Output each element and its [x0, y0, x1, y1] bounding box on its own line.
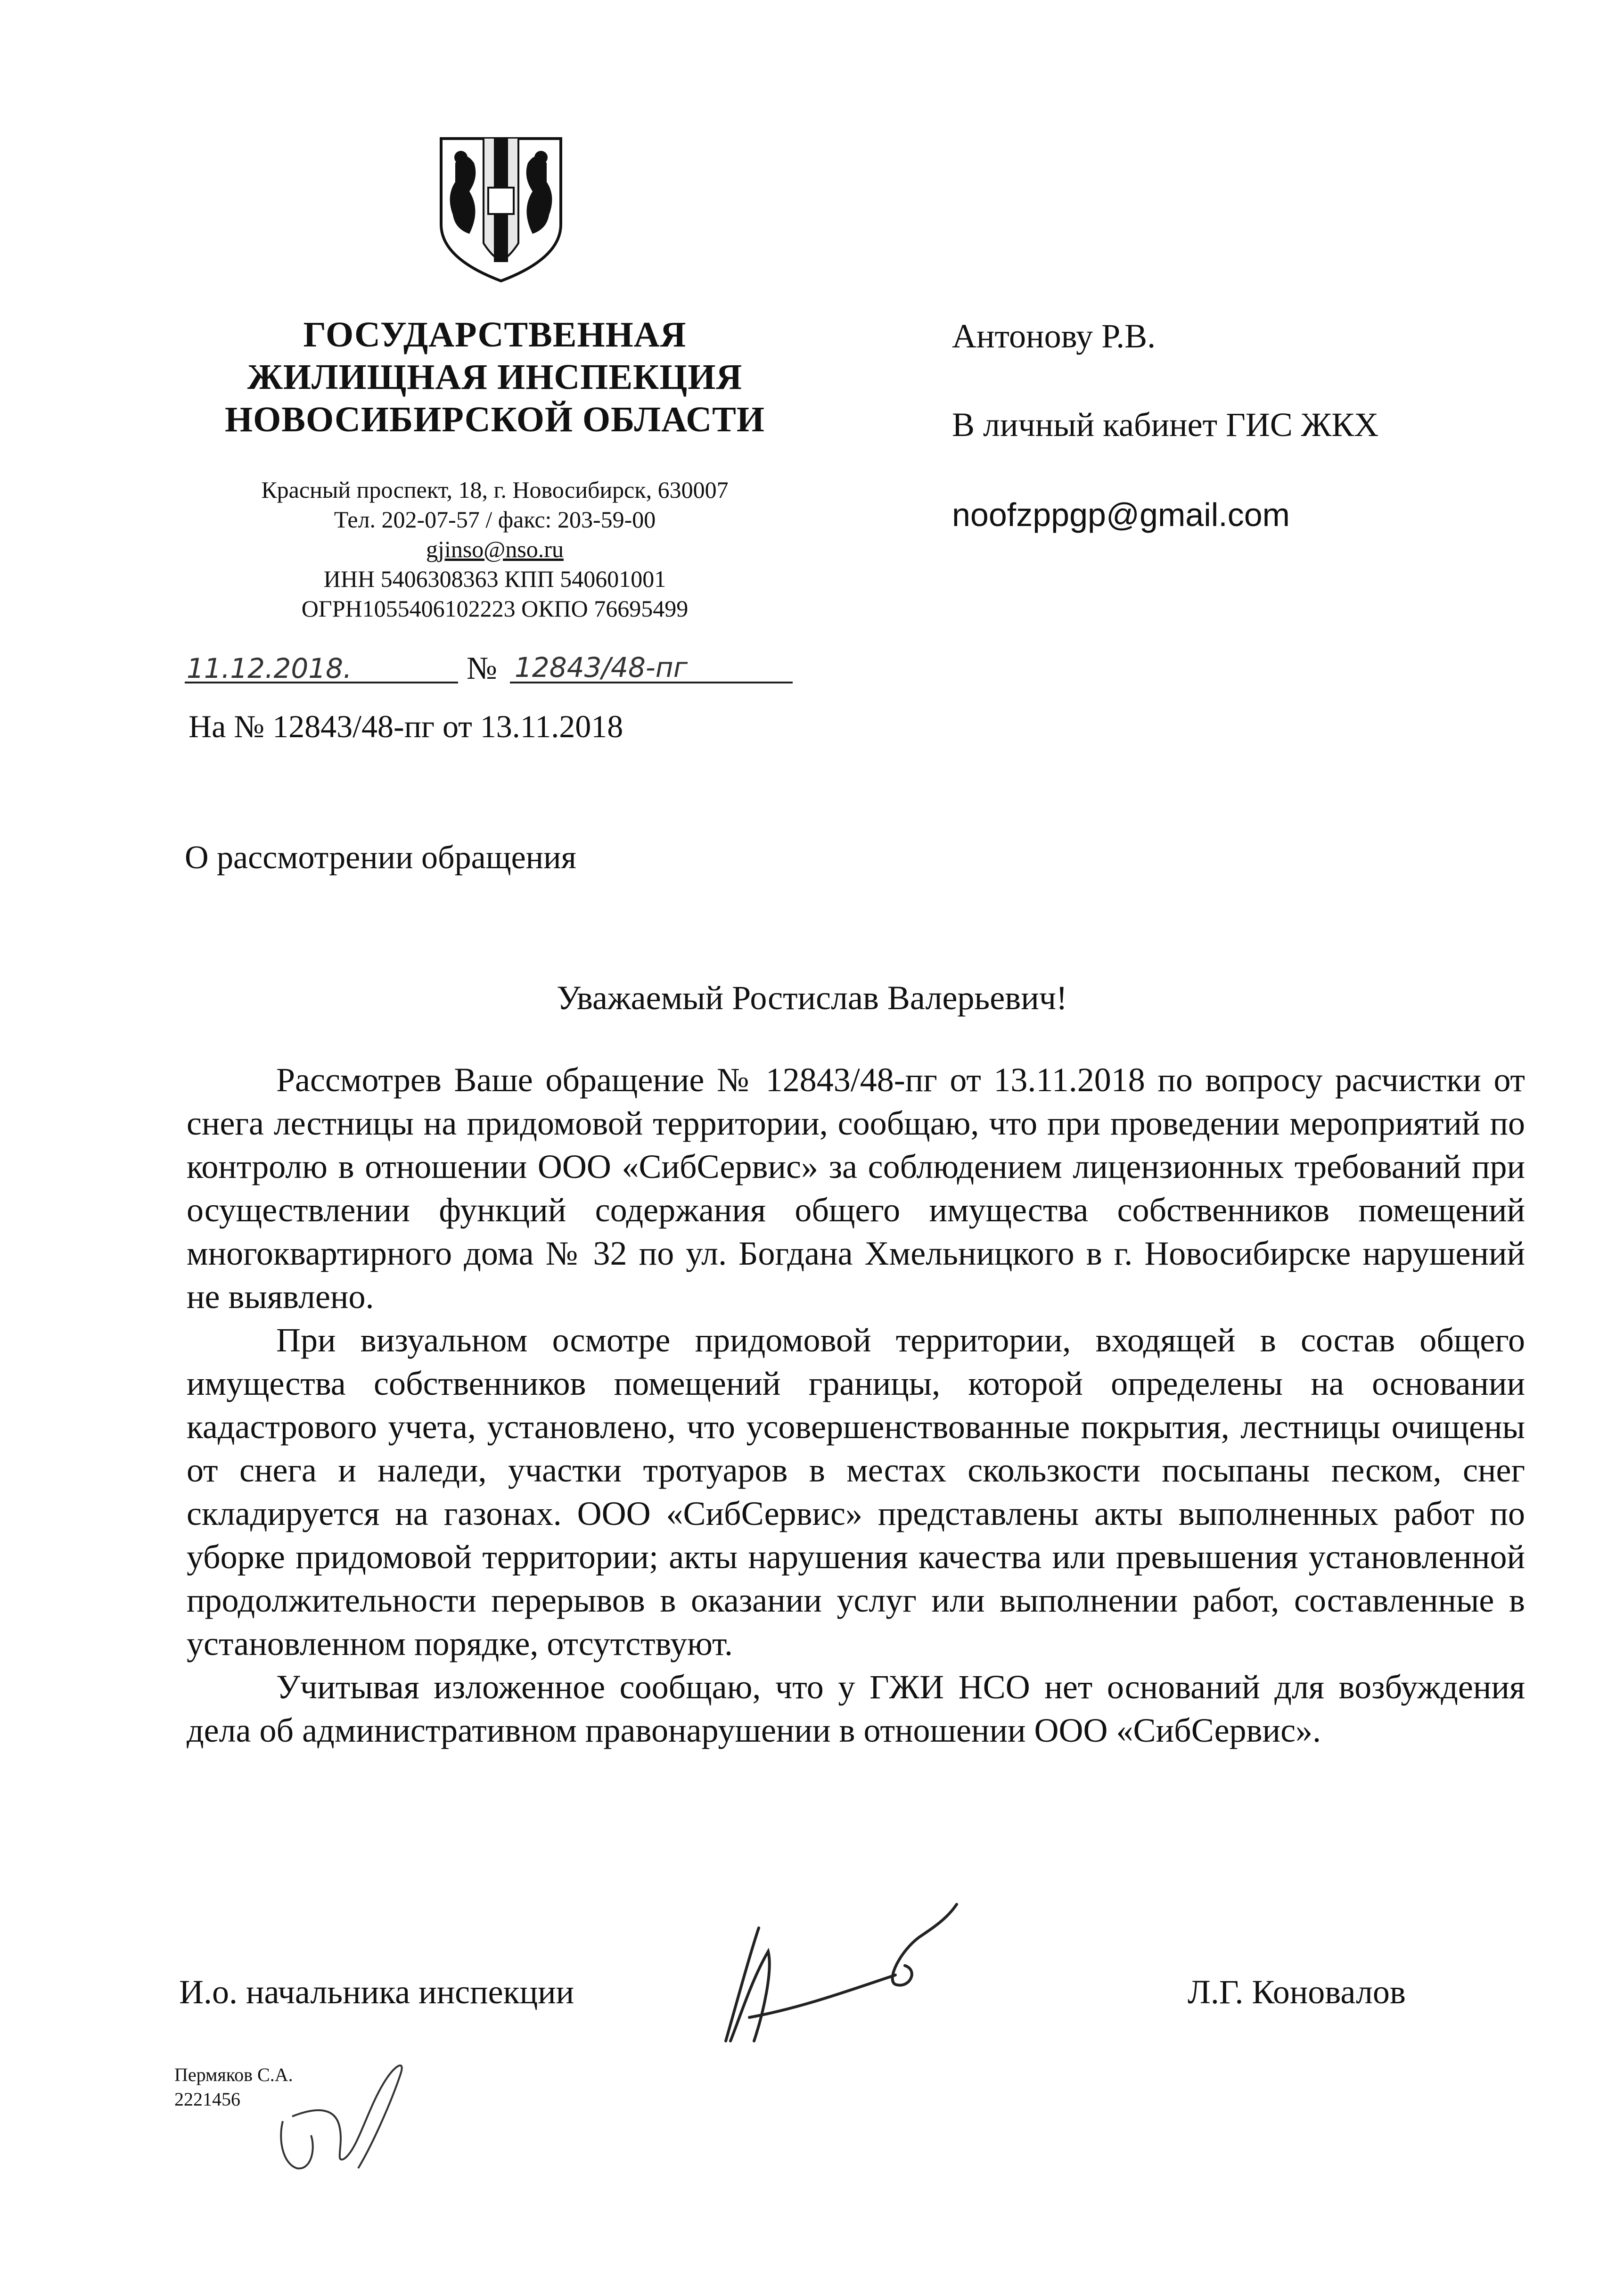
org-phone: Тел. 202-07-57 / факс: 203-59-00 [334, 506, 656, 533]
signatory-title: И.о. начальника инспекции [179, 1973, 574, 2011]
org-address: Красный проспект, 18, г. Новосибирск, 630007 [261, 477, 729, 503]
letter-body [187, 1058, 1525, 1752]
organization-requisites [141, 475, 848, 624]
org-line-2: ЖИЛИЩНАЯ ИНСПЕКЦИЯ [247, 357, 743, 397]
org-line-3: НОВОСИБИРСКОЙ ОБЛАСТИ [225, 400, 765, 439]
org-ogrn-okpo: ОГРН1055406102223 ОКПО 76695499 [301, 595, 689, 622]
signatory-name: Л.Г. Коновалов [1188, 1973, 1406, 2011]
outgoing-date: 11.12.2018. [187, 652, 352, 684]
executor-name: Пермяков С.А. [174, 2064, 293, 2085]
coat-of-arms-emblem [436, 135, 566, 284]
date-underline [185, 682, 458, 683]
recipient-name: Антонову Р.В. [952, 317, 1156, 355]
recipient-cabinet: В личный кабинет ГИС ЖКХ [952, 406, 1379, 444]
body-paragraph-2: При визуальном осмотре придомовой территории, входящей в состав общего имущества собственников помещений границы, которой определены на основании кадастрового учета, установлено, что усовершенствованные покрытия, лестницы очищены от снега и наледи, участки тротуаров в местах скользкости посыпаны песком, снег складируется на газонах. ООО «СибСервис» представлены акты выполненных работ по уборке придомовой территории; акты нарушения качества или превышения установленной продолжительности перерывов в оказании услуг или выполнении работ, составленные в установленном порядке, отсутствуют. [187, 1321, 1525, 1662]
letter-subject: О рассмотрении обращения [185, 839, 576, 876]
outgoing-number: 12843/48-пг [515, 651, 688, 683]
recipient-email: noofzppgp@gmail.com [952, 496, 1290, 533]
outgoing-registration [185, 650, 797, 687]
greeting: Уважаемый Ростислав Валерьевич! [557, 979, 1067, 1017]
reference-line: На № 12843/48-пг от 13.11.2018 [189, 708, 623, 744]
executor-signature [264, 2050, 415, 2173]
body-paragraph-3: Учитывая изложенное сообщаю, что у ГЖИ НСО нет оснований для возбуждения дела об административном правонарушении в отношении ООО «СибСервис». [187, 1668, 1525, 1749]
org-inn-kpp: ИНН 5406308363 КПП 540601001 [323, 566, 666, 592]
number-underline [510, 682, 793, 683]
handwritten-signature [697, 1900, 961, 2050]
number-sign: № [467, 650, 497, 686]
body-paragraph-1: Рассмотрев Ваше обращение № 12843/48-пг от 13.11.2018 по вопросу расчистки от снега лестницы на придомовой территории, сообщаю, что при проведении мероприятий по контролю в отношении ООО «СибСервис» за соблюдением лицензионных требований при осуществлении функций содержания общего имущества собственников помещений многоквартирного дома № 32 по ул. Богдана Хмельницкого в г. Новосибирске нарушений не выявлено. [187, 1061, 1525, 1316]
executor-phone: 2221456 [174, 2089, 240, 2110]
organization-name [141, 313, 848, 441]
org-email-link[interactable]: gjinso@nso.ru [426, 536, 564, 562]
org-line-1: ГОСУДАРСТВЕННАЯ [303, 315, 687, 354]
